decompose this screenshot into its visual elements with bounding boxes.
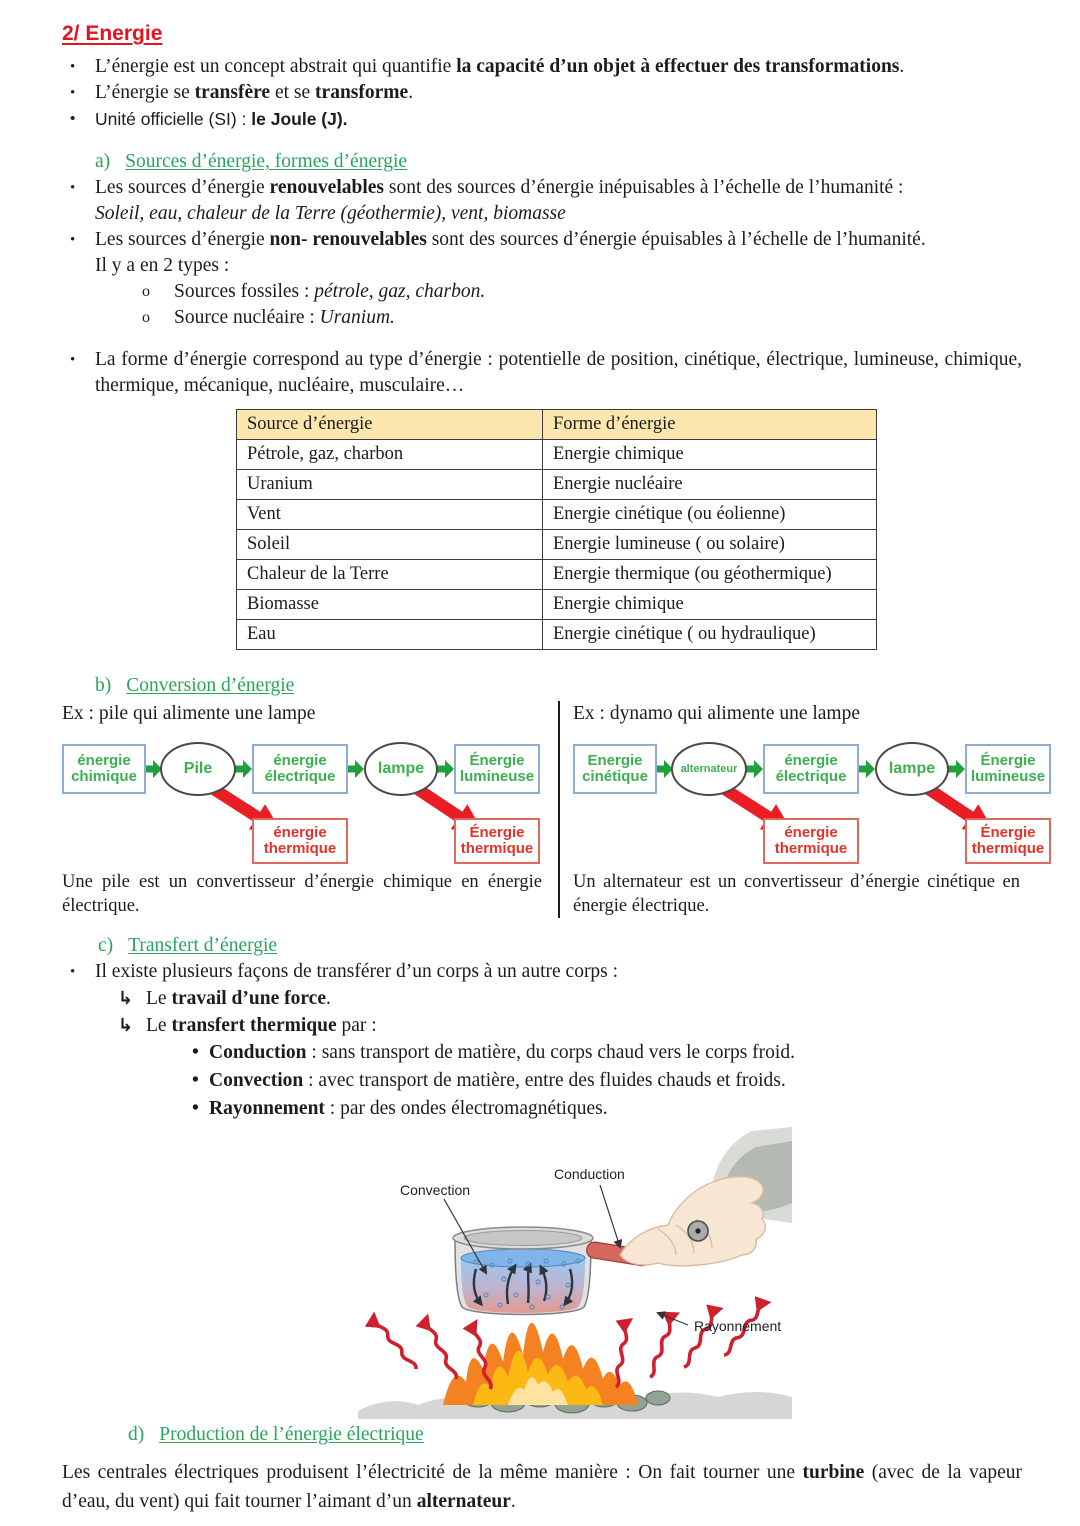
text-bold: renouvelables xyxy=(269,177,385,198)
closing-paragraph xyxy=(62,1458,1022,1516)
text: Les sources d’énergie xyxy=(95,177,270,198)
cell: Energie chimique xyxy=(543,590,877,620)
section-c-list xyxy=(62,959,1022,985)
table-row xyxy=(237,560,877,590)
section-title: Sources d’énergie, formes d’énergie xyxy=(125,151,408,172)
section-a-list xyxy=(62,175,1022,279)
text: . xyxy=(899,56,905,77)
list-item xyxy=(134,305,1022,331)
text-bold: Convection xyxy=(209,1070,304,1091)
text-bold: Conduction xyxy=(209,1042,307,1063)
list-item xyxy=(62,959,1022,985)
bullet-icon: • xyxy=(192,1070,199,1091)
convection-label: Convection xyxy=(400,1182,471,1198)
cell: Soleil xyxy=(237,530,543,560)
text-bold: alternateur xyxy=(416,1491,511,1512)
text: (avec de la vapeur d’eau, du vent) qui fait tourner l’aimant d’un xyxy=(62,1462,1022,1512)
cell: Energie cinétique (ou éolienne) xyxy=(543,500,877,530)
circle-bullet-icon: o xyxy=(142,309,150,326)
text: Le xyxy=(146,988,172,1009)
text-bold: transfert thermique xyxy=(171,1015,337,1036)
thermal-energy-box: Énergie thermique xyxy=(454,818,540,864)
thermal-mode-item xyxy=(192,1039,1022,1067)
list-item xyxy=(62,175,1022,227)
bullet-icon: • xyxy=(70,232,76,248)
text: : par des ondes électromagnétiques. xyxy=(324,1098,608,1119)
section-b-heading xyxy=(95,672,1022,699)
thermal-energy-box: énergie thermique xyxy=(252,818,348,864)
hand xyxy=(620,1177,765,1266)
conversion-examples xyxy=(62,701,1046,918)
page-title: 2/ Energie xyxy=(62,22,163,45)
text: Les centrales électriques produisent l’électricité de la même manière : On fait tourner une xyxy=(62,1462,803,1483)
text-bold: turbine xyxy=(802,1462,865,1483)
section-a-list-2 xyxy=(62,347,1022,399)
intro-list xyxy=(62,54,1022,132)
list-item xyxy=(62,347,1022,399)
text-bold: Rayonnement xyxy=(209,1098,325,1119)
cell: Energie nucléaire xyxy=(543,470,877,500)
text: par : xyxy=(336,1015,377,1036)
bullet-icon: • xyxy=(70,180,76,196)
text: et se xyxy=(270,82,316,103)
circle-bullet-icon: o xyxy=(142,283,150,300)
thermal-mode-item xyxy=(192,1095,1022,1123)
text-bold: travail d’une force xyxy=(171,988,326,1009)
sub-list xyxy=(134,279,1022,331)
cell: Energie lumineuse ( ou solaire) xyxy=(543,530,877,560)
text-italic: Soleil, eau, chaleur de la Terre (géothermie), vent, biomasse xyxy=(95,203,566,224)
text: . xyxy=(510,1491,516,1512)
text-bold: non- renouvelables xyxy=(269,229,427,250)
green-arrow-icon xyxy=(947,760,965,778)
column-header: Forme d’énergie xyxy=(543,410,877,440)
conduction-pointer-line xyxy=(600,1185,620,1247)
green-arrow-icon xyxy=(857,760,875,778)
text: . xyxy=(408,82,414,103)
text: Il existe plusieurs façons de transférer d’un corps à un autre corps : xyxy=(95,961,619,982)
cell: Uranium xyxy=(237,470,543,500)
cell: Pétrole, gaz, charbon xyxy=(237,440,543,470)
example-pile xyxy=(62,701,558,918)
heat-transfer-figure xyxy=(358,1127,792,1419)
section-letter: a) xyxy=(95,151,111,172)
list-item xyxy=(134,279,1022,305)
converter-ellipse: lampe xyxy=(875,742,949,796)
cell: Energie chimique xyxy=(543,440,877,470)
text-italic: Uranium. xyxy=(319,307,395,328)
example-title: Ex : dynamo qui alimente une lampe xyxy=(573,703,861,724)
energy-box: énergie chimique xyxy=(62,744,146,794)
example-title: Ex : pile qui alimente une lampe xyxy=(62,703,316,724)
table-header-row xyxy=(237,410,877,440)
example-caption: Un alternateur est un convertisseur d’énergie cinétique en énergie électrique. xyxy=(573,872,1020,916)
green-arrow-icon xyxy=(346,760,364,778)
list-item xyxy=(62,54,1022,80)
energy-box: Énergie lumineuse xyxy=(454,744,540,794)
hook-arrow-icon: ↳ xyxy=(118,988,134,1009)
example-dynamo xyxy=(558,701,1046,918)
list-item xyxy=(62,227,1022,279)
bullet-icon: • xyxy=(70,352,76,368)
table-row xyxy=(237,500,877,530)
green-arrow-icon xyxy=(436,760,454,778)
pot-on-fire-illustration xyxy=(358,1127,792,1419)
energy-table xyxy=(236,409,877,650)
text: sont des sources d’énergie épuisables à l’échelle de l’humanité. xyxy=(426,229,926,250)
energy-box: Energie cinétique xyxy=(573,744,657,794)
energy-box: énergie électrique xyxy=(763,744,859,794)
text-bold: transfère xyxy=(194,82,271,103)
text: Sources fossiles : xyxy=(174,281,315,302)
rayonnement-label: Rayonnement xyxy=(694,1318,782,1334)
bullet-icon: • xyxy=(192,1042,199,1063)
text: . xyxy=(325,988,331,1009)
text: Unité officielle (SI) : xyxy=(95,109,252,129)
ring-dot xyxy=(695,1228,700,1233)
bullet-icon: • xyxy=(192,1098,199,1119)
section-title: Conversion d’énergie xyxy=(126,675,295,696)
table-row xyxy=(237,440,877,470)
column-header: Source d’énergie xyxy=(237,410,543,440)
text: Le xyxy=(146,1015,172,1036)
cell: Eau xyxy=(237,620,543,650)
section-c-heading xyxy=(98,932,1022,959)
bullet-icon: • xyxy=(70,59,76,75)
table-row xyxy=(237,470,877,500)
section-letter: b) xyxy=(95,675,112,696)
conduction-label: Conduction xyxy=(554,1166,625,1182)
text: sont des sources d’énergie inépuisables à l’échelle de l’humanité : xyxy=(384,177,904,198)
green-arrow-icon xyxy=(234,760,252,778)
text-bold: la capacité d’un objet à effectuer des transformations xyxy=(456,56,900,77)
cell: Energie cinétique ( ou hydraulique) xyxy=(543,620,877,650)
text: L’énergie se xyxy=(95,82,195,103)
bullet-icon: • xyxy=(70,964,76,980)
text: : sans transport de matière, du corps chaud vers le corps froid. xyxy=(306,1042,795,1063)
section-letter: d) xyxy=(128,1424,145,1445)
energy-chain-diagram xyxy=(62,730,542,864)
converter-ellipse: alternateur xyxy=(671,742,747,796)
table-row xyxy=(237,590,877,620)
section-d-heading xyxy=(128,1421,1022,1448)
thermal-energy-box: énergie thermique xyxy=(763,818,859,864)
converter-ellipse: lampe xyxy=(364,742,438,796)
converter-ellipse: Pile xyxy=(160,742,236,796)
text-italic: pétrole, gaz, charbon. xyxy=(314,281,486,302)
text: Les sources d’énergie xyxy=(95,229,270,250)
cell: Energie thermique (ou géothermique) xyxy=(543,560,877,590)
table-row xyxy=(237,620,877,650)
table-row xyxy=(237,530,877,560)
example-caption: Une pile est un convertisseur d’énergie chimique en énergie électrique. xyxy=(62,872,542,916)
energy-box: Énergie lumineuse xyxy=(965,744,1051,794)
pot-rim-inner xyxy=(464,1231,582,1246)
cell: Biomasse xyxy=(237,590,543,620)
energy-chain-diagram xyxy=(573,730,1046,864)
transfer-item xyxy=(118,1012,1022,1039)
text: Il y a en 2 types : xyxy=(95,255,230,276)
thermal-energy-box: Énergie thermique xyxy=(965,818,1051,864)
section-title: Transfert d’énergie xyxy=(128,935,278,956)
hook-arrow-icon: ↳ xyxy=(118,1015,134,1036)
thermal-mode-item xyxy=(192,1067,1022,1095)
list-item xyxy=(62,80,1022,106)
text-bold: le Joule (J). xyxy=(251,109,348,129)
section-title: Production de l’énergie électrique xyxy=(159,1424,424,1445)
cell: Vent xyxy=(237,500,543,530)
section-a-heading xyxy=(95,148,1022,175)
list-item xyxy=(62,106,1022,132)
bullet-icon: • xyxy=(70,110,76,127)
text: L’énergie est un concept abstrait qui quantifie xyxy=(95,56,457,77)
green-arrow-icon xyxy=(745,760,763,778)
cell: Chaleur de la Terre xyxy=(237,560,543,590)
text: La forme d’énergie correspond au type d’énergie : potentielle de position, cinétique, électrique, lumineuse, chimique, thermique, mécanique, nucléaire, musculaire… xyxy=(95,349,1022,396)
transfer-item xyxy=(118,985,1022,1012)
text: : avec transport de matière, entre des fluides chauds et froids. xyxy=(303,1070,786,1091)
section-letter: c) xyxy=(98,935,114,956)
text-bold: transforme xyxy=(315,82,409,103)
text: Source nucléaire : xyxy=(174,307,320,328)
energy-box: énergie électrique xyxy=(252,744,348,794)
bullet-icon: • xyxy=(70,85,76,101)
